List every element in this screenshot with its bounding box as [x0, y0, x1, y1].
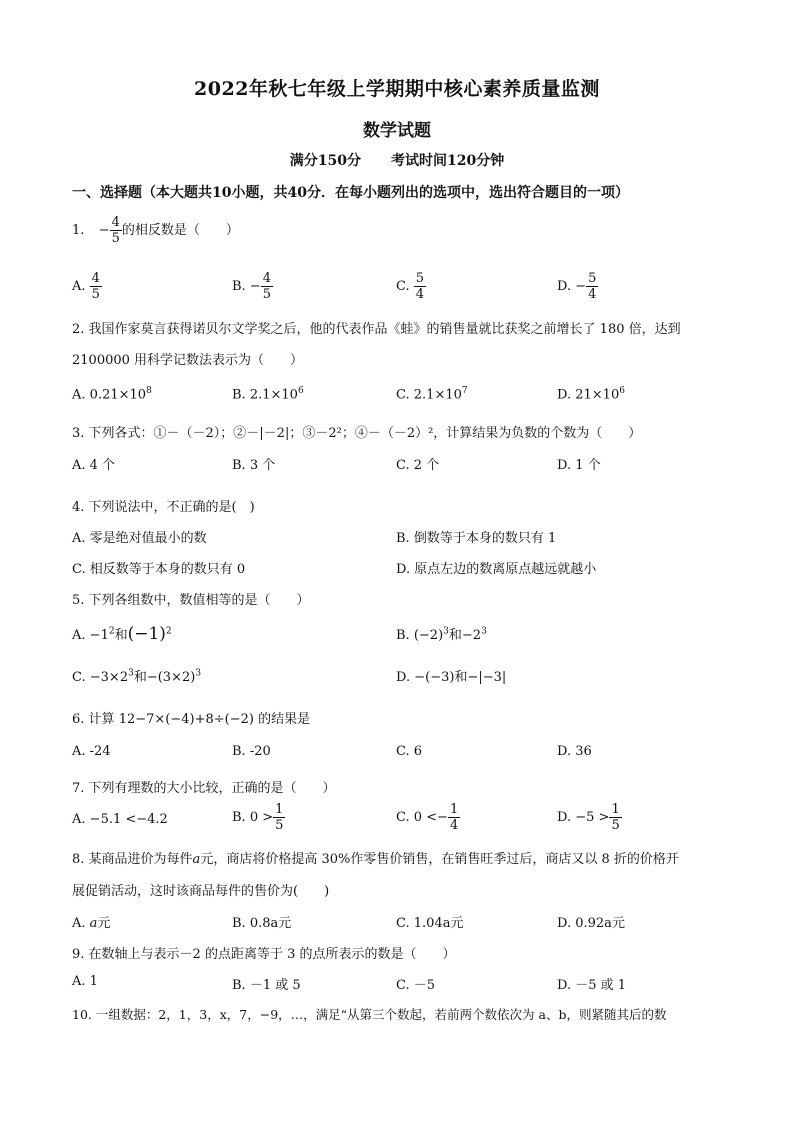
option-value: 0.92a [575, 916, 612, 931]
option-label: C. [396, 279, 410, 294]
option-label: B. [232, 387, 246, 403]
expression: 0 <− [413, 810, 448, 825]
option-label: C. [396, 916, 410, 931]
option-label: D. [396, 670, 411, 685]
question-4-option-b[interactable]: B. 倒数等于本身的数只有 1 [396, 531, 557, 546]
exponent: 2 [108, 626, 115, 637]
option-label: A. [72, 916, 86, 931]
exam-meta [0, 150, 794, 170]
question-7-option-b[interactable] [232, 803, 285, 832]
question-1-option-b[interactable] [232, 272, 273, 301]
fraction [586, 272, 598, 301]
fraction [609, 803, 621, 832]
option-label: A. [72, 812, 86, 827]
option-label: C. [396, 387, 410, 403]
question-4-option-a[interactable]: A. 零是绝对值最小的数 [72, 531, 207, 546]
question-4-option-c[interactable]: C. 相反数等于本身的数只有 0 [72, 562, 246, 577]
question-6-option-b[interactable]: B. -20 [232, 744, 271, 759]
fraction [261, 272, 273, 301]
unit: 元 [611, 916, 625, 931]
option-label: B. [396, 628, 410, 643]
option-value: a [89, 916, 98, 931]
denominator: 5 [262, 287, 272, 302]
denominator: 5 [91, 287, 100, 302]
exam-time: 考试时间120分钟 [391, 153, 505, 169]
option-value: 1.04a [413, 916, 451, 931]
exponent: 8 [146, 386, 152, 396]
option-label: C. [396, 810, 410, 825]
exponent: 7 [461, 386, 468, 396]
expression: −|−3| [467, 670, 507, 685]
variable: a [192, 852, 201, 867]
question-2-stem-line-1: 2. 我国作家莫言获得诺贝尔文学奖之后，他的代表作品《蛙》的销售量就比获奖之前增长了 180 倍，达到 [72, 322, 681, 337]
question-text: 6. 计算 [72, 712, 115, 727]
exam-title: 2022年秋七年级上学期期中核心素养质量监测 [194, 78, 600, 100]
denominator: 5 [111, 231, 120, 246]
question-5-option-d[interactable] [396, 666, 506, 685]
numerator: 1 [611, 802, 620, 817]
question-7-stem: 7. 下列有理数的大小比较，正确的是（ ） [72, 781, 336, 796]
unit: 元 [278, 916, 292, 931]
question-1-option-a[interactable] [72, 272, 102, 301]
question-7-option-d[interactable] [557, 803, 622, 832]
denominator: 4 [449, 818, 459, 833]
expression: −1 [89, 628, 109, 643]
question-7-option-c[interactable] [396, 803, 460, 832]
exponent: 3 [128, 668, 134, 679]
numerator: 4 [91, 271, 100, 286]
option-value: 2.1×10 [249, 387, 298, 403]
question-1-option-d[interactable] [557, 272, 598, 301]
question-2-stem-line-2: 2100000 用科学记数法表示为（ ） [72, 353, 304, 368]
question-9-option-a[interactable]: A. 1 [72, 974, 98, 989]
question-1-stem [72, 216, 239, 245]
expression: (−1) [127, 624, 166, 644]
question-5-option-c[interactable] [72, 666, 201, 685]
question-3-option-b[interactable]: B. 3 个 [232, 458, 276, 473]
question-4-stem: 4. 下列说法中，不正确的是( ) [72, 500, 255, 515]
question-6-stem [72, 708, 310, 727]
question-2-option-a[interactable] [72, 386, 152, 402]
expression: 12−7×(−4)+8÷(−2) [118, 712, 254, 727]
option-value: 21×10 [575, 387, 620, 403]
question-text: 8. 某商品进价为每件 [72, 852, 193, 867]
option-label: B. [232, 810, 246, 825]
minus-sign: − [249, 279, 261, 294]
expression: −5.1 <−4.2 [89, 812, 168, 827]
question-9-option-b[interactable]: B. －1 或 5 [232, 978, 301, 993]
minus-sign: − [575, 279, 587, 294]
denominator: 4 [415, 287, 425, 302]
question-8-option-c[interactable] [396, 912, 463, 931]
numerator: 4 [262, 271, 272, 286]
question-text: 元，商店将价格提高 30%作零售价销售，在销售旺季过后，商店又以 8 折的价格开 [200, 852, 679, 867]
question-8-option-a[interactable] [72, 912, 110, 931]
question-2-option-d[interactable] [557, 386, 625, 402]
question-9-stem: 9. 在数轴上与表示－2 的点距离等于 3 的点所表示的数是（ ） [72, 947, 456, 962]
exponent: 6 [297, 386, 304, 396]
option-label: A. [72, 628, 86, 643]
question-4-option-d[interactable]: D. 原点左边的数离原点越远就越小 [396, 562, 597, 577]
question-5-option-b[interactable] [396, 624, 487, 643]
question-5-stem: 5. 下列各组数中，数值相等的是（ ） [72, 593, 310, 608]
exponent: 2 [165, 626, 172, 637]
numerator: 4 [111, 215, 120, 230]
section-heading: 一、选择题（本大题共10小题，共40分．在每小题列出的选项中，选出符合题目的一项） [72, 185, 629, 201]
question-5-option-a[interactable] [72, 624, 172, 644]
option-label: D. [557, 916, 572, 931]
option-label: C. [72, 670, 86, 685]
denominator: 4 [588, 287, 597, 302]
question-2-option-b[interactable] [232, 386, 304, 402]
expression: −3×2 [89, 670, 129, 685]
option-label: D. [557, 279, 572, 294]
question-6-option-d[interactable]: D. 36 [557, 744, 592, 759]
unit: 元 [97, 916, 111, 931]
question-3-option-d[interactable]: D. 1 个 [557, 458, 601, 473]
expression: (−2) [413, 628, 444, 643]
fraction [414, 272, 426, 301]
question-9-option-c[interactable]: C. －5 [396, 978, 436, 993]
question-7-option-a[interactable] [72, 812, 168, 827]
numerator: 5 [588, 271, 597, 286]
question-3-option-a[interactable]: A. 4 个 [72, 458, 116, 473]
numerator: 1 [449, 802, 459, 817]
question-text: 的相反数是（ ） [121, 223, 239, 238]
option-label: D. [557, 387, 572, 403]
option-label: D. [557, 810, 572, 825]
exponent: 3 [443, 626, 449, 637]
question-3-option-c[interactable]: C. 2 个 [396, 458, 440, 473]
denominator: 5 [611, 818, 620, 833]
question-10-stem-line-1: 10. 一组数据：2，1，3，x，7，−9，…，满足“从第三个数起，若前两个数依次为 a、b，则紧随其后的数 [72, 1007, 667, 1022]
expression: −(3×2) [146, 670, 196, 685]
question-8-option-b[interactable] [232, 912, 291, 931]
fraction [273, 803, 285, 832]
unit: 元 [450, 916, 464, 931]
question-text: 的结果是 [258, 712, 311, 727]
expression: −5 > [575, 810, 610, 825]
connector-text: 和 [133, 670, 147, 685]
question-number: 1. [72, 223, 85, 238]
fraction [110, 216, 122, 245]
exam-subject: 数学试题 [363, 121, 431, 141]
fraction [90, 272, 102, 301]
question-3-stem: 3. 下列各式：①－（－2）；②－|－2|；③－2²；④－（－2）²，计算结果为负数的个数为（ ） [72, 426, 642, 441]
numerator: 5 [415, 271, 425, 286]
question-9-option-d[interactable]: D. －5 或 1 [557, 978, 627, 993]
full-score: 满分150分 [289, 153, 361, 169]
exponent: 6 [619, 386, 625, 396]
question-8-stem-line-2: 展促销活动，这时该商品每件的售价为( ) [72, 884, 330, 899]
expression: −2 [461, 628, 482, 643]
option-label: B. [232, 916, 246, 931]
connector-text: 和 [448, 628, 462, 643]
expression: 0 > [249, 810, 274, 825]
option-label: B. [232, 279, 246, 294]
question-6-option-a[interactable]: A. -24 [72, 744, 111, 759]
question-8-stem-line-1 [72, 848, 679, 867]
connector-text: 和 [454, 670, 468, 685]
expression: −(−3) [414, 670, 455, 685]
option-value: 2.1×10 [413, 387, 462, 403]
option-label: A. [72, 387, 86, 403]
question-1-option-c[interactable] [396, 272, 426, 301]
question-6-option-c[interactable]: C. 6 [396, 744, 423, 759]
minus-sign: − [98, 223, 110, 238]
exponent: 3 [481, 626, 487, 637]
option-label: A. [72, 279, 86, 294]
question-2-option-c[interactable] [396, 386, 468, 402]
option-value: 0.8a [249, 916, 279, 931]
connector-text: 和 [114, 628, 128, 643]
question-8-option-d[interactable] [557, 912, 625, 931]
denominator: 5 [275, 818, 284, 833]
fraction [448, 803, 460, 832]
exponent: 3 [195, 668, 202, 679]
numerator: 1 [275, 802, 284, 817]
option-value: 0.21×10 [89, 387, 147, 403]
